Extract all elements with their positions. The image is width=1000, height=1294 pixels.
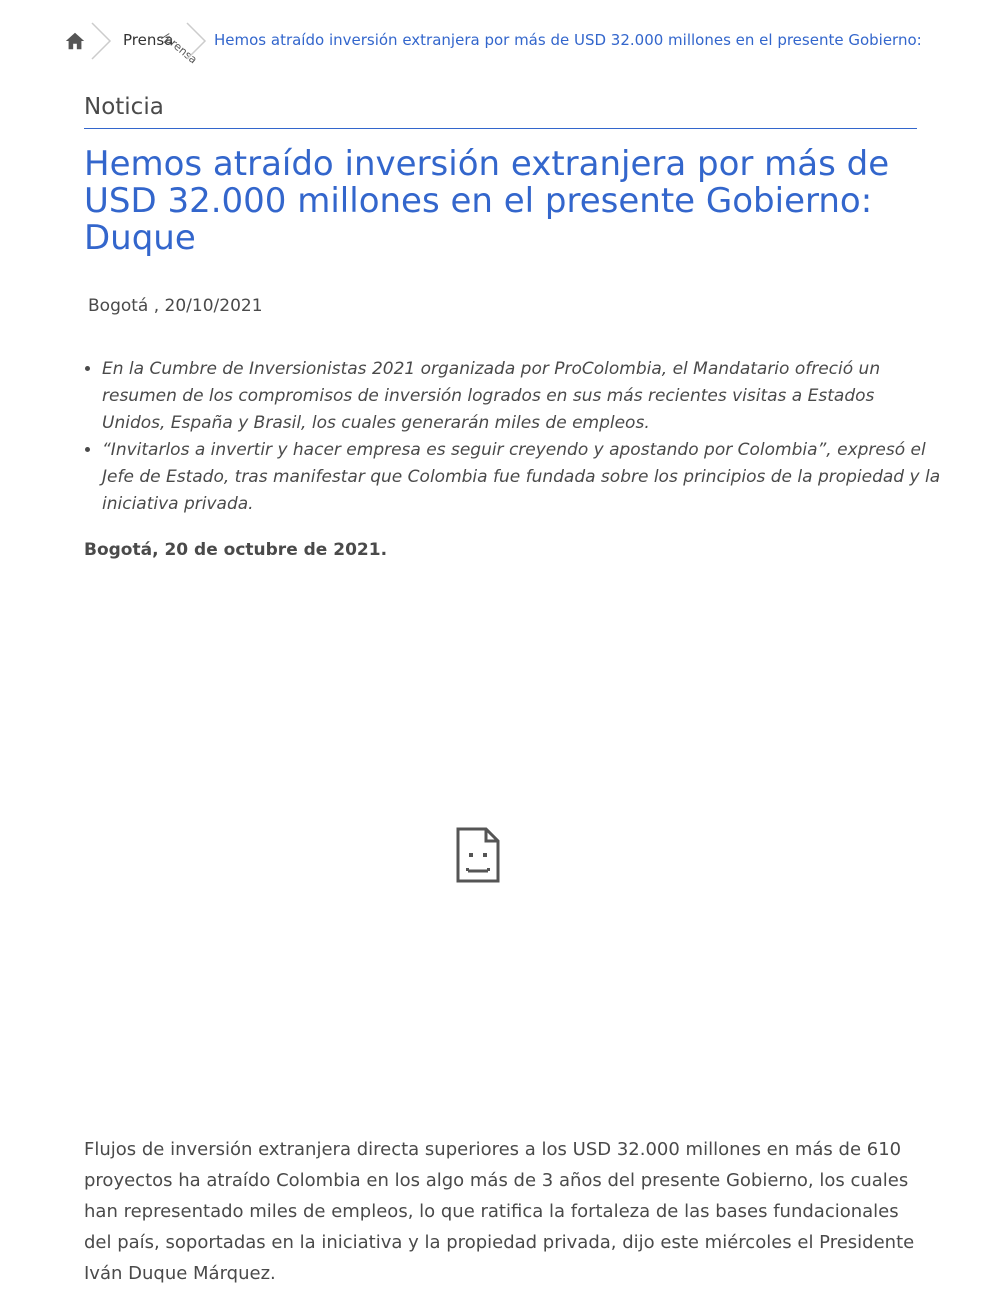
chevron-right-icon [90, 22, 112, 60]
highlight-item: • En la Cumbre de Inversionistas 2021 organizada por ProColombia, el Mandatario ofreció un resumen de los compromisos de inversión logrados en sus más recientes visitas a Estados Unidos, España y Brasil, los cuales generarán miles de empleos. [102, 356, 942, 437]
section-divider [84, 128, 917, 129]
broken-document-icon [456, 827, 500, 883]
breadcrumb-link-prensa[interactable]: Prensa [123, 31, 174, 49]
breadcrumb-alt-text: /prensa [159, 30, 200, 67]
breadcrumb [64, 22, 984, 67]
article-title: Hemos atraído inversión extranjera por más de USD 32.000 millones en el presente Gobierno: Duque [84, 144, 890, 258]
chevron-right-icon [185, 22, 207, 60]
section-label: Noticia [84, 94, 164, 120]
article-lead: Bogotá, 20 de octubre de 2021. [84, 540, 388, 560]
article-paragraph: Flujos de inversión extranjera directa superiores a los USD 32.000 millones en más de 610 proyectos ha atraído Colombia en los algo más de 3 años del presente Gobierno, los cuales han representado miles de empleos, lo que ratifica la fortaleza de las bases fundacionales del país, soportadas en la iniciativa y la propiedad privada, dijo este miércoles el Presidente Iván Duque Márquez. [84, 1139, 915, 1284]
highlight-item: • “Invitarlos a invertir y hacer empresa es seguir creyendo y apostando por Colombia”, expresó el Jefe de Estado, tras manifestar que Colombia fue fundada sobre los principios de la propiedad y la iniciativa privada. [102, 437, 942, 518]
article-dateline: Bogotá , 20/10/2021 [88, 296, 263, 316]
breadcrumb-current: Hemos atraído inversión extranjera por más de USD 32.000 millones en el presente Gobierno: [214, 31, 922, 49]
home-icon [64, 30, 86, 52]
article-highlights [84, 356, 942, 518]
